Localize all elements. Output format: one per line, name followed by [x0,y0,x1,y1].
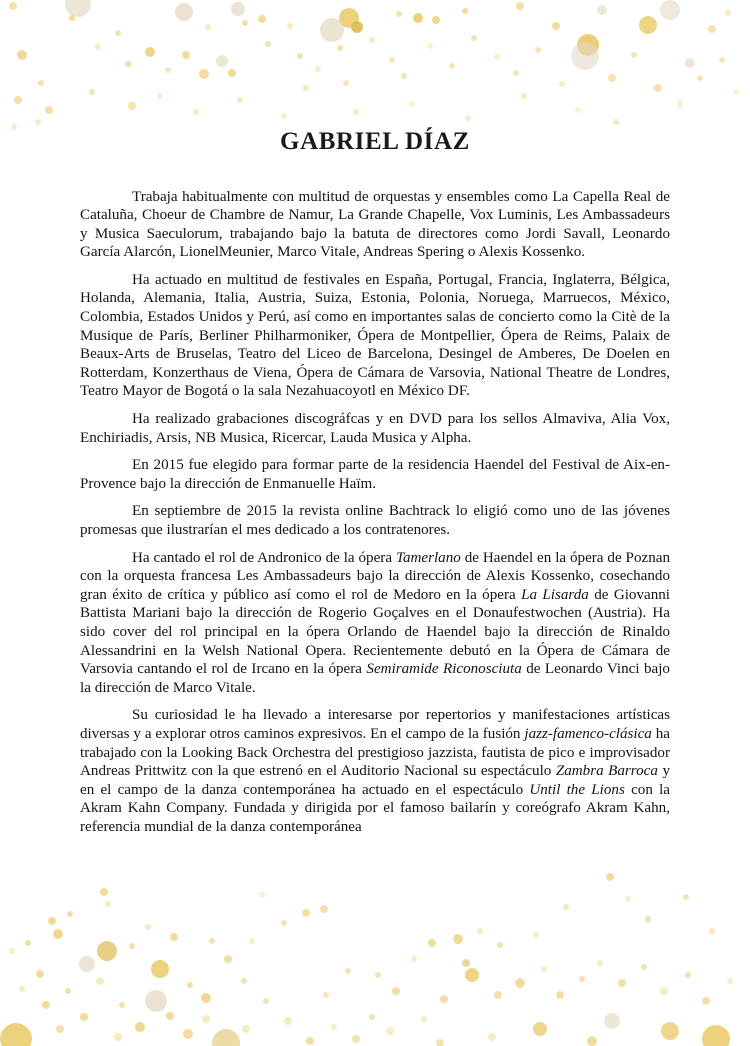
page-title: GABRIEL DÍAZ [280,128,470,155]
italic-title: Until the Lions [529,781,625,798]
paragraph: Su curiosidad le ha llevado a interesarse por repertorios y manifestaciones artísticas diversas y a explorar otros caminos expresivos. En el campo de la fusión jazz-famenco-clásica ha trabajado con la Looking Back Orchestra del prestigioso jazzista, fautista de pico e improvisador Andreas Prittwitz con la que estrenó en el Auditorio Nacional su espectáculo Zambra Barroca y en el campo de la danza contemporánea ha actuado en el espectáculo Until the Lions con la Akram Kahn Company. Fundada y dirigida por el famoso bailarín y coreógrafo Akram Kahn, referencia mundial de la danza contemporánea [80,707,670,835]
biography-body [80,188,670,837]
italic-title: La Lisarda [521,586,589,603]
italic-title: Semiramide Riconosciuta [366,661,522,678]
paragraph: Ha actuado en multitud de festivales en España, Portugal, Francia, Inglaterra, Bélgica, Holanda, Alemania, Italia, Austria, Suiza, Estonia, Polonia, Noruega, Marruecos, México, Colombia, Estados Unidos y Perú, así como en importantes salas de concierto como la Citè de la Musique de París, Berliner Philharmoniker, Ópera de Montpellier, Ópera de Reims, Palaix de Beaux-Arts de Bruselas, Teatro del Liceo de Barcelona, Desingel de Amberes, De Doelen en Rotterdam, Konzerthaus de Viena, Ópera de Cámara de Varsovia, National Theatre de Londres, Teatro Mayor de Bogotá o la sala Nezahuacoyotl en México DF. [80,271,670,400]
italic-title: Zambra Barroca [555,763,658,780]
gold-confetti-bottom-decoration [0,871,750,1046]
paragraph: Ha cantado el rol de Andronico de la ópera Tamerlano de Haendel en la ópera de Poznan con la orquesta francesa Les Ambassadeurs bajo la dirección de Alexis Kossenko, cosechando gran éxito de crítica y público así como el rol de Medoro en la ópera La Lisarda de Giovanni Battista Mariani bajo la dirección de Rogerio Goçalves en el Donaufestwochen (Austria). Ha sido cover del rol principal en la ópera Orlando de Haendel bajo la dirección de Rinaldo Alessandrini en la Welsh National Opera. Recientemente debutó en la Ópera de Cámara de Varsovia cantando el rol de Ircano en la ópera Semiramide Riconosciuta de Leonardo Vinci bajo la dirección de Marco Vitale. [80,549,670,696]
paragraph: En 2015 fue elegido para formar parte de la residencia Haendel del Festival de Aix-en-Provence bajo la dirección de Enmanuelle Haïm. [80,457,670,492]
confetti-dots-bottom [0,873,733,1046]
paragraph: En septiembre de 2015 la revista online Bachtrack lo eligió como uno de las jóvenes promesas que ilustrarían el mes dedicado a los contratenores. [80,503,670,538]
paragraph: Trabaja habitualmente con multitud de orquestas y ensembles como La Capella Real de Cataluña, Choeur de Chambre de Namur, La Grande Chapelle, Vox Luminis, Les Ambassadeurs y Musica Saeculorum, trabajando bajo la batuta de directores como Jordi Savall, Leonardo García Alarcón, LionelMeunier, Marco Vitale, Andreas Spering o Alexis Kossenko. [80,188,670,261]
italic-title: jazz-famenco-clásica [524,725,652,742]
italic-title: Tamerlano [395,549,461,566]
paragraph: Ha realizado grabaciones discográfcas y en DVD para los sellos Almaviva, Alia Vox, Enchiriadis, Arsis, NB Musica, Ricercar, Lauda Musica y Alpha. [80,411,670,446]
